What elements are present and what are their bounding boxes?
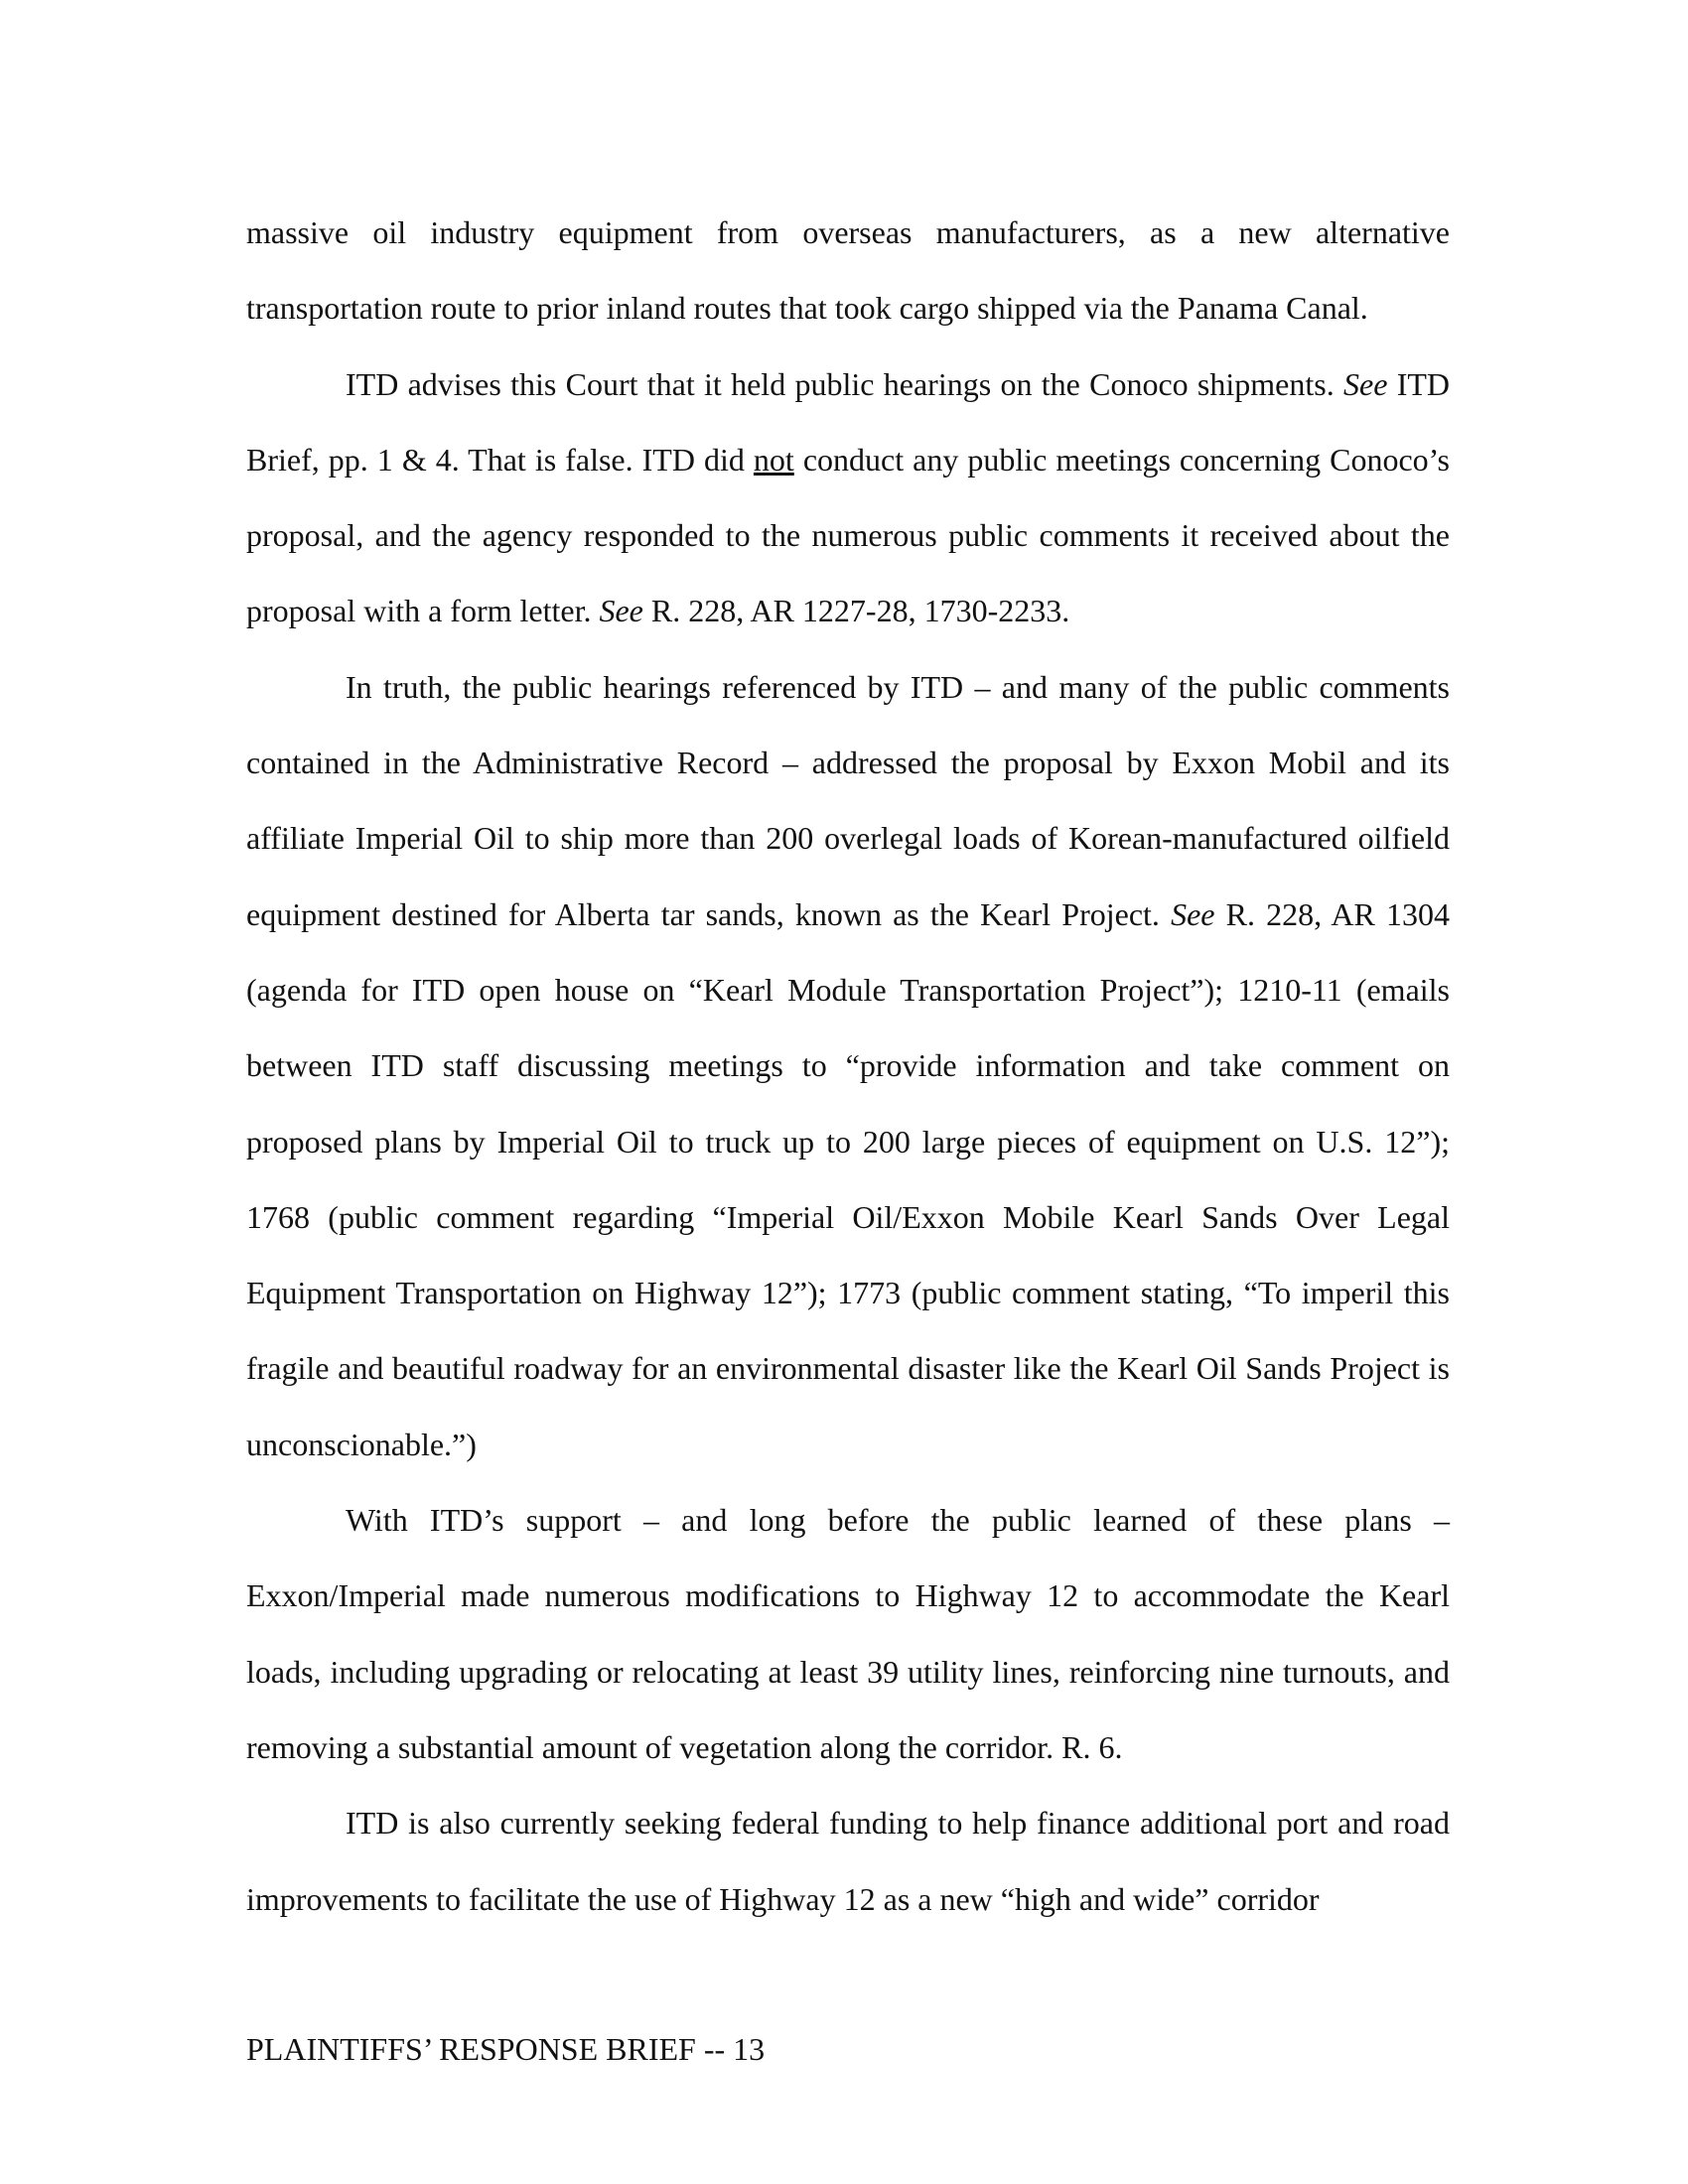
paragraph-text: massive oil industry equipment from overseas manufacturers, as a new alternative transportation route to prior inland routes that took cargo shipped via the Panama Canal. <box>246 214 1450 327</box>
citation-signal: See <box>1171 895 1215 932</box>
citation-signal: See <box>1343 365 1388 402</box>
emphasis-text: not <box>753 441 794 478</box>
paragraph-text: ITD advises this Court that it held public hearings on the Conoco shipments. <box>346 365 1343 402</box>
paragraph-text: In truth, the public hearings referenced by ITD – and many of the public comments contained in the Administrative Record – addressed the proposal by Exxon Mobil and its affiliate Imperial Oil to ship more than 200 overlegal loads of Korean-manufactured oilfield equipment destined for Alberta tar sands, known as the Kearl Project. <box>246 668 1450 932</box>
paragraph-text: ITD Brief, pp. 1 & 4. That is false. ITD did <box>246 365 1451 478</box>
paragraph-text: With ITD’s support – and long before the public learned of these plans – Exxon/Imperial made numerous modifications to Highway 12 to accommodate the Kearl loads, including upgrading or relocating at least 39 utility lines, reinforcing nine turnouts, and removing a substantial amount of vegetation along the corridor. R. 6. <box>246 1502 1450 1765</box>
paragraph-3 <box>246 649 1450 1482</box>
paragraph-text: conduct any public meetings concerning Conoco’s proposal, and the agency responded to the numerous public comments it received about the proposal with a form letter. <box>246 441 1451 629</box>
document-body <box>246 195 1450 1937</box>
citation-signal: See <box>599 593 643 629</box>
page-footer: PLAINTIFFS’ RESPONSE BRIEF -- 13 <box>246 2031 766 2067</box>
paragraph-text: ITD is also currently seeking federal funding to help finance additional port and road improvements to facilitate the use of Highway 12 as a new “high and wide” corridor <box>246 1805 1450 1917</box>
paragraph-4 <box>246 1482 1450 1785</box>
paragraph-text: R. 228, AR 1227-28, 1730-2233. <box>642 593 1070 629</box>
paragraph-1 <box>246 195 1450 346</box>
paragraph-5 <box>246 1785 1450 1937</box>
paragraph-text: R. 228, AR 1304 (agenda for ITD open house on “Kearl Module Transportation Project”); 1210-11 (emails between ITD staff discussing meetings to “provide information and take comment on proposed plans by Imperial Oil to truck up to 200 large pieces of equipment on U.S. 12”); 1768 (public comment regarding “Imperial Oil/Exxon Mobile Kearl Sands Over Legal Equipment Transportation on Highway 12”); 1773 (public comment stating, “To imperil this fragile and beautiful roadway for an environmental disaster like the Kearl Oil Sands Project is unconscionable.”) <box>246 895 1451 1462</box>
paragraph-2 <box>246 346 1450 649</box>
